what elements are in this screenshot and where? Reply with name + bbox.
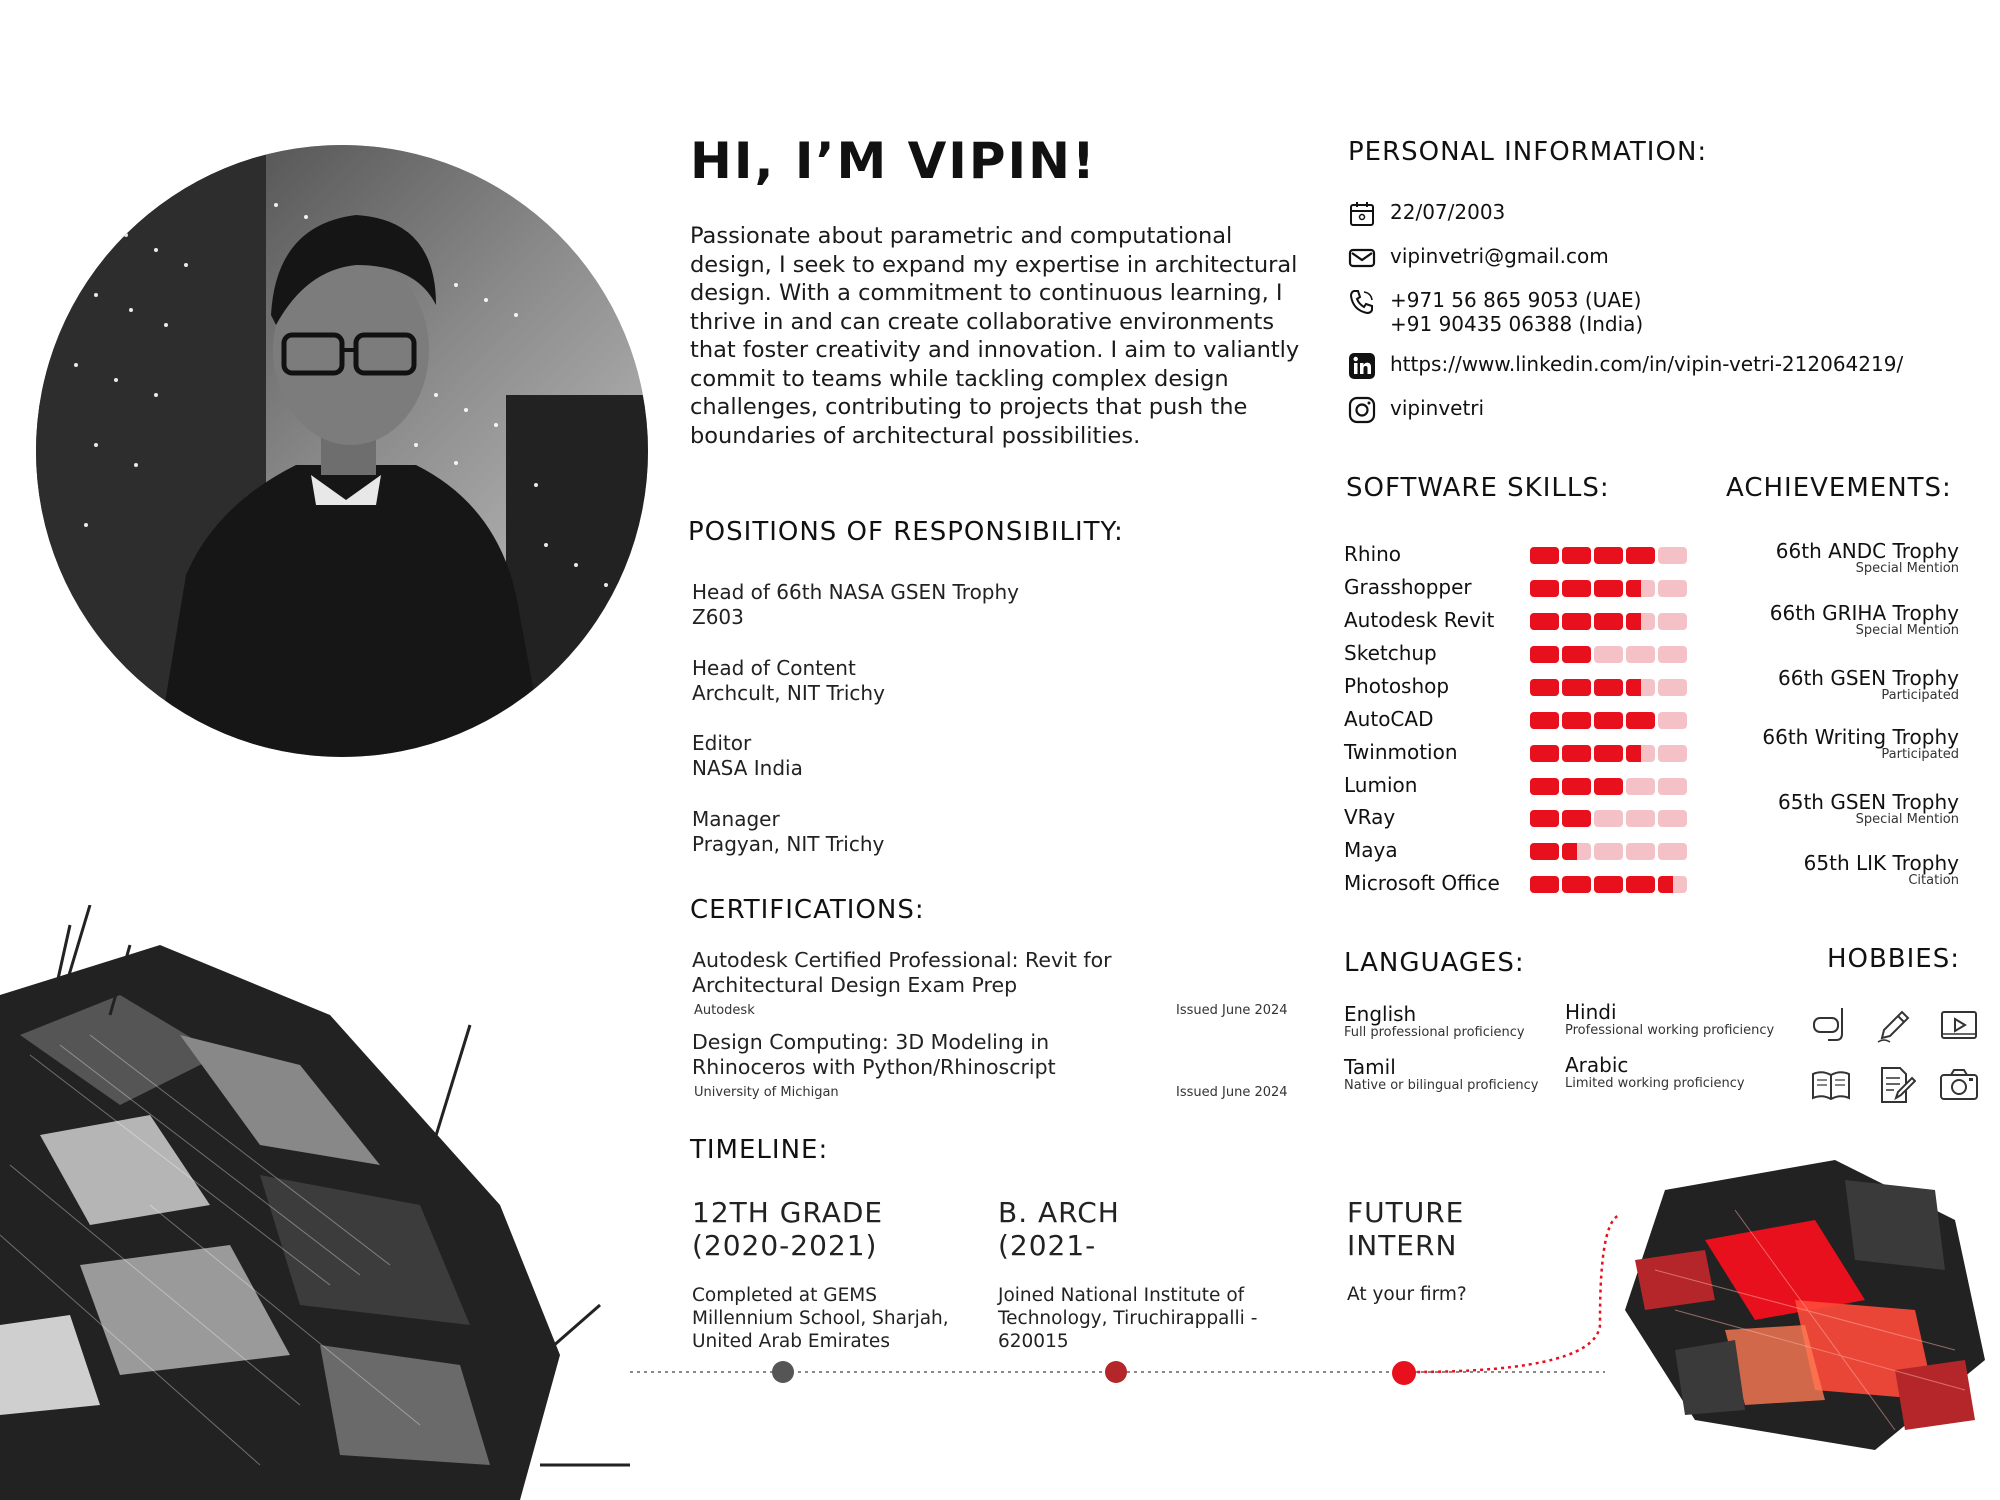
skill-bar-segment	[1530, 547, 1559, 564]
skill-bar-segment	[1530, 876, 1559, 893]
skill-bar-segment	[1626, 646, 1655, 663]
position-org: Archcult, NIT Trichy	[692, 681, 885, 705]
skill-bar-segment	[1562, 712, 1591, 729]
position-item	[692, 807, 884, 857]
language-level: Professional working proficiency	[1565, 1023, 1775, 1038]
timeline-desc-barch: Joined National Institute of Technology, Tiruchirappalli - 620015	[998, 1285, 1258, 1352]
skill-bar-fill	[1562, 547, 1591, 564]
achievement-result: Citation	[1908, 873, 1959, 888]
languages-heading: LANGUAGES:	[1344, 948, 1525, 978]
greeting-heading: HI, I’M VIPIN!	[690, 132, 1097, 190]
language-level: Limited working proficiency	[1565, 1076, 1745, 1091]
bio-text: Passionate about parametric and computational design, I seek to expand my expertise in architectural design. With a commitment to continuous learning, I thrive in and can create collaborative environments that foster creativity and innovation. I aim to valiantly commit to teams while tackling complex design challenges, contributing to projects that push the boundaries of architectural possibilities.	[690, 223, 1300, 449]
skill-bar-segment	[1594, 646, 1623, 663]
achievement-item	[1770, 602, 1959, 638]
personal-info-heading: PERSONAL INFORMATION:	[1348, 137, 1708, 167]
achievement-result: Participated	[1881, 688, 1959, 703]
book-icon	[1810, 1064, 1852, 1106]
achievements-heading: ACHIEVEMENTS:	[1726, 473, 1952, 503]
certification-issuer: University of Michigan	[694, 1085, 839, 1100]
skill-bar-fill	[1530, 712, 1559, 729]
skill-bar-segment	[1658, 547, 1687, 564]
profile-photo	[36, 145, 648, 757]
skill-name: Microsoft Office	[1344, 871, 1500, 895]
achievement-item	[1804, 852, 1959, 888]
linkedin-row	[1348, 352, 1903, 380]
skill-bar-segment	[1530, 810, 1559, 827]
linkedin-icon	[1348, 352, 1376, 380]
achievement-item	[1778, 667, 1959, 703]
skill-bar-fill	[1562, 778, 1591, 795]
skill-bar-fill	[1594, 745, 1623, 762]
skill-bar	[1530, 745, 1687, 762]
position-role: Manager	[692, 807, 780, 831]
skill-bar-segment	[1594, 712, 1623, 729]
instagram-row	[1348, 396, 1484, 424]
skill-bar-fill	[1626, 712, 1655, 729]
skill-bar-segment	[1530, 679, 1559, 696]
linkedin-link[interactable]: https://www.linkedin.com/in/vipin-vetri-212064219/	[1390, 352, 1904, 376]
achievement-name: 65th LIK Trophy	[1803, 851, 1959, 875]
timeline-heading-12th: 12TH GRADE (2020-2021)	[692, 1196, 884, 1262]
skill-bar	[1530, 810, 1687, 827]
language-item	[1344, 1003, 1525, 1041]
skill-bar-segment	[1562, 547, 1591, 564]
skill-bar-segment	[1594, 876, 1623, 893]
skill-bar-segment	[1530, 778, 1559, 795]
language-item	[1565, 1054, 1745, 1092]
snorkel-icon	[1810, 1004, 1852, 1046]
skill-name: Rhino	[1344, 542, 1402, 566]
position-org: Z603	[692, 605, 744, 629]
instagram-handle[interactable]: vipinvetri	[1390, 396, 1485, 420]
position-item	[692, 580, 1019, 630]
city-art-grey	[0, 905, 650, 1500]
phone-row	[1348, 288, 1643, 336]
skill-bar-segment	[1626, 580, 1655, 597]
skill-bar-fill	[1594, 876, 1623, 893]
achievement-name: 65th GSEN Trophy	[1778, 790, 1959, 814]
positions-heading: POSITIONS OF RESPONSIBILITY:	[688, 517, 1124, 547]
skill-bar-fill	[1530, 778, 1559, 795]
skill-bar-segment	[1594, 679, 1623, 696]
skill-bar-segment	[1530, 843, 1559, 860]
skill-bar-fill	[1594, 580, 1623, 597]
certifications-heading: CERTIFICATIONS:	[690, 895, 925, 925]
writing-icon	[1874, 1064, 1916, 1106]
skill-bar-segment	[1562, 745, 1591, 762]
language-level: Full professional proficiency	[1344, 1025, 1525, 1040]
skill-bar-segment	[1626, 712, 1655, 729]
achievement-name: 66th GRIHA Trophy	[1769, 601, 1959, 625]
skill-bar-segment	[1594, 613, 1623, 630]
skill-bar-fill	[1626, 876, 1655, 893]
hobbies-heading: HOBBIES:	[1826, 944, 1960, 974]
skill-bar-fill	[1626, 613, 1641, 630]
language-name: Hindi	[1565, 1000, 1617, 1024]
achievement-name: 66th ANDC Trophy	[1775, 539, 1959, 563]
skill-bar-fill	[1594, 778, 1623, 795]
timeline-heading-future: FUTURE INTERN	[1347, 1196, 1465, 1262]
email-row	[1348, 244, 1609, 272]
phone-icon	[1348, 288, 1376, 316]
skill-bar-fill	[1562, 810, 1591, 827]
camera-icon	[1938, 1064, 1980, 1106]
achievement-result: Special Mention	[1855, 561, 1959, 576]
skill-bar-segment	[1658, 843, 1687, 860]
skill-bar-segment	[1658, 580, 1687, 597]
skill-bar-fill	[1562, 646, 1591, 663]
skill-name: Grasshopper	[1344, 575, 1472, 599]
skill-bar-segment	[1658, 810, 1687, 827]
mail-icon	[1348, 244, 1376, 272]
skill-bar-fill	[1562, 613, 1591, 630]
skill-bar-segment	[1658, 876, 1687, 893]
skill-bar-fill	[1530, 843, 1559, 860]
language-level: Native or bilingual proficiency	[1344, 1078, 1539, 1093]
timeline-dot-future	[1392, 1361, 1416, 1385]
skill-name: AutoCAD	[1344, 707, 1434, 731]
skill-bar-segment	[1562, 613, 1591, 630]
skill-bar-segment	[1562, 843, 1591, 860]
skill-bar	[1530, 843, 1687, 860]
skill-bar-fill	[1658, 876, 1673, 893]
skill-bar-segment	[1562, 580, 1591, 597]
achievement-result: Participated	[1881, 747, 1959, 762]
phone-india[interactable]: +91 90435 06388 (India)	[1390, 312, 1644, 336]
skill-name: Lumion	[1344, 773, 1418, 797]
skill-bar-segment	[1562, 876, 1591, 893]
timeline-dot-barch	[1105, 1361, 1127, 1383]
skill-bar-fill	[1530, 613, 1559, 630]
skill-bar-fill	[1530, 810, 1559, 827]
instagram-icon	[1348, 396, 1376, 424]
achievement-item	[1776, 540, 1959, 576]
skill-bar-segment	[1626, 745, 1655, 762]
achievement-result: Special Mention	[1855, 812, 1959, 827]
timeline-dot-12th	[772, 1361, 794, 1383]
skill-bar-segment	[1658, 745, 1687, 762]
skill-bar-fill	[1626, 547, 1655, 564]
skill-bar-segment	[1626, 876, 1655, 893]
skill-bar	[1530, 778, 1687, 795]
certification-name: Design Computing: 3D Modeling in Rhinoceros with Python/Rhinoscript	[692, 1030, 1056, 1079]
timeline-desc-future: At your firm?	[1347, 1284, 1467, 1305]
skill-bar	[1530, 646, 1687, 663]
skill-bar-fill	[1562, 712, 1591, 729]
skill-bar-fill	[1562, 580, 1591, 597]
position-org: NASA India	[692, 756, 803, 780]
timeline-heading-barch: B. ARCH (2021-	[998, 1196, 1120, 1262]
skill-bar-fill	[1530, 580, 1559, 597]
timeline-heading: TIMELINE:	[690, 1135, 829, 1165]
language-item	[1344, 1056, 1538, 1094]
calendar-icon	[1348, 200, 1376, 228]
position-item	[692, 731, 803, 781]
skill-bar	[1530, 876, 1687, 893]
skill-name: Twinmotion	[1344, 740, 1458, 764]
achievement-item	[1778, 791, 1959, 827]
skill-bar-fill	[1530, 646, 1559, 663]
skill-bar	[1530, 580, 1687, 597]
skill-bar	[1530, 712, 1687, 729]
skill-bar-fill	[1530, 745, 1559, 762]
achievement-name: 66th GSEN Trophy	[1778, 666, 1959, 690]
position-role: Editor	[692, 731, 752, 755]
skill-bar-segment	[1594, 778, 1623, 795]
skill-bar-segment	[1530, 646, 1559, 663]
skill-bar-segment	[1658, 679, 1687, 696]
skill-bar-segment	[1626, 679, 1655, 696]
skill-bar-fill	[1530, 547, 1559, 564]
skill-bar-fill	[1562, 679, 1591, 696]
timeline-desc-12th: Completed at GEMS Millennium School, Sharjah, United Arab Emirates	[692, 1285, 949, 1352]
achievement-item	[1762, 726, 1959, 762]
skill-bar-fill	[1626, 679, 1641, 696]
achievement-name: 66th Writing Trophy	[1762, 725, 1959, 749]
skill-bar-segment	[1562, 810, 1591, 827]
skill-bar-fill	[1594, 613, 1623, 630]
skill-bar-fill	[1626, 580, 1641, 597]
certification-name: Autodesk Certified Professional: Revit for Architectural Design Exam Prep	[692, 948, 1112, 997]
skill-name: Maya	[1344, 838, 1398, 862]
skill-bar-segment	[1594, 843, 1623, 860]
skill-bar-fill	[1530, 679, 1559, 696]
skill-name: Photoshop	[1344, 674, 1450, 698]
skill-bar-segment	[1658, 778, 1687, 795]
email-link[interactable]: vipinvetri@gmail.com	[1390, 244, 1609, 268]
skill-bar-segment	[1626, 810, 1655, 827]
skill-bar-fill	[1562, 876, 1591, 893]
skill-bar-segment	[1658, 646, 1687, 663]
skill-bar-segment	[1530, 712, 1559, 729]
position-item	[692, 656, 885, 706]
skill-name: VRay	[1344, 805, 1396, 829]
skill-bar-fill	[1594, 547, 1623, 564]
skill-bar-segment	[1658, 613, 1687, 630]
skill-bar-fill	[1626, 745, 1641, 762]
skill-bar-fill	[1594, 679, 1623, 696]
skill-bar-fill	[1530, 876, 1559, 893]
skill-bar-segment	[1626, 613, 1655, 630]
skill-bar	[1530, 547, 1687, 564]
skill-bar	[1530, 613, 1687, 630]
skill-bar-segment	[1658, 712, 1687, 729]
skill-bar-segment	[1626, 547, 1655, 564]
skill-bar-segment	[1562, 646, 1591, 663]
skill-bar-segment	[1530, 580, 1559, 597]
skill-bar-fill	[1562, 843, 1577, 860]
position-role: Head of 66th NASA GSEN Trophy	[692, 580, 1020, 604]
position-org: Pragyan, NIT Trichy	[692, 832, 885, 856]
skill-bar-segment	[1594, 810, 1623, 827]
skill-bar-segment	[1594, 745, 1623, 762]
video-icon	[1938, 1004, 1980, 1046]
phone-uae[interactable]: +971 56 865 9053 (UAE)	[1390, 288, 1642, 312]
dob-row	[1348, 200, 1505, 228]
language-name: English	[1344, 1002, 1417, 1026]
skill-name: Autodesk Revit	[1344, 608, 1495, 632]
skill-bar	[1530, 679, 1687, 696]
language-item	[1565, 1001, 1774, 1039]
dob-value: 22/07/2003	[1390, 200, 1506, 224]
position-role: Head of Content	[692, 656, 856, 680]
skill-bar-fill	[1594, 712, 1623, 729]
software-skills-heading: SOFTWARE SKILLS:	[1346, 473, 1610, 503]
achievement-result: Special Mention	[1855, 623, 1959, 638]
certification-issued: Issued June 2024	[1176, 1003, 1288, 1018]
skill-bar-segment	[1562, 778, 1591, 795]
skill-bar-segment	[1626, 843, 1655, 860]
language-name: Tamil	[1344, 1055, 1396, 1079]
city-art-red	[1615, 1150, 1995, 1460]
pencil-icon	[1874, 1004, 1916, 1046]
skill-bar-segment	[1530, 745, 1559, 762]
skill-name: Sketchup	[1344, 641, 1437, 665]
certification-issuer: Autodesk	[694, 1003, 755, 1018]
skill-bar-segment	[1594, 547, 1623, 564]
skill-bar-segment	[1530, 613, 1559, 630]
skill-bar-segment	[1594, 580, 1623, 597]
skill-bar-segment	[1626, 778, 1655, 795]
skill-bar-segment	[1562, 679, 1591, 696]
language-name: Arabic	[1565, 1053, 1629, 1077]
skill-bar-fill	[1562, 745, 1591, 762]
certification-issued: Issued June 2024	[1176, 1085, 1288, 1100]
